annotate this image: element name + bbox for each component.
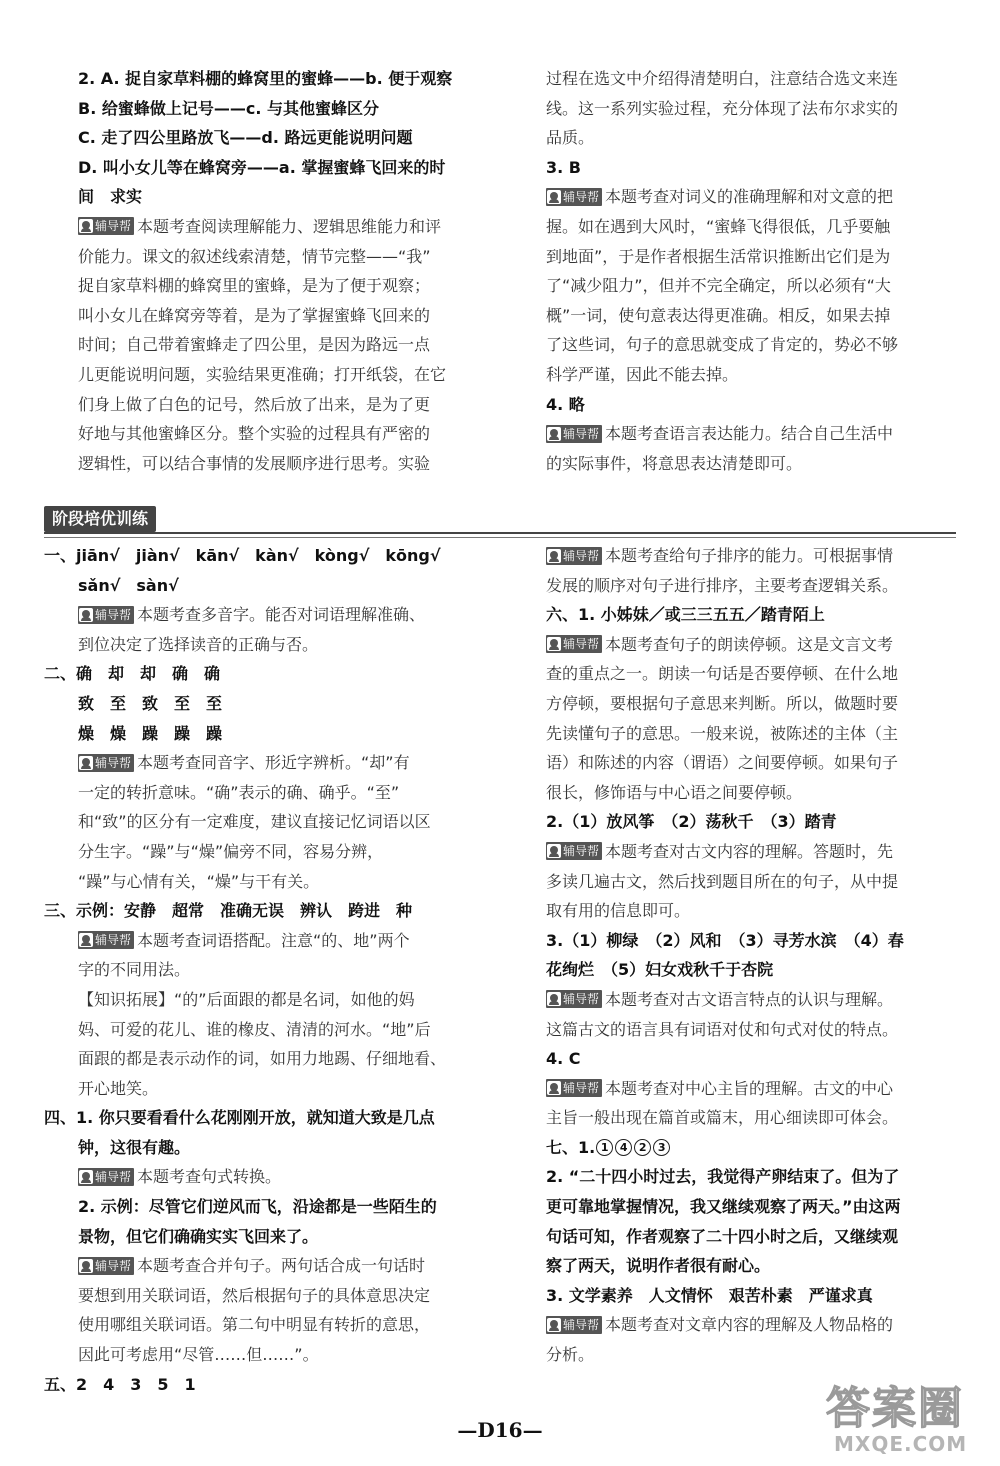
line-text: 【知识拓展】“的”后面跟的都是名词，如他的妈 — [78, 989, 415, 1009]
text-line — [44, 807, 492, 837]
line-text: 面跟的都是表示动作的词，如用力地踢、仔细地看、 — [78, 1049, 447, 1069]
text-line — [546, 1103, 956, 1133]
tutor-icon — [79, 756, 93, 770]
line-text: 了“减少阻力”，但并不完全确定，所以必须有“大 — [546, 276, 891, 296]
text-line — [546, 153, 956, 183]
text-line — [78, 390, 488, 420]
text-line — [44, 896, 492, 926]
line-text: jiān√ jiàn√ kān√ kàn√ kòng√ kōng√ — [76, 546, 441, 565]
tutor-icon — [547, 549, 561, 563]
line-text: 开心地笑。 — [78, 1078, 159, 1098]
question-number: 五、 — [44, 1374, 77, 1394]
tutor-icon — [547, 637, 561, 651]
question-number: 二、 — [44, 664, 77, 684]
text-line — [44, 1192, 492, 1222]
text-line — [546, 212, 956, 242]
text-line — [44, 778, 492, 808]
text-line — [546, 985, 956, 1015]
line-text: 们身上做了白色的记号，然后放了出来，是为了更 — [78, 394, 431, 414]
text-line — [44, 1015, 492, 1045]
text-line — [44, 1103, 492, 1133]
line-text: C. 走了四公里路放飞——d. 路远更能说明问题 — [78, 128, 413, 148]
watermark-site: MXQE.COM — [834, 1432, 968, 1456]
line-text: 本题考查对文章内容的理解及人物品格的 — [605, 1315, 894, 1335]
line-text: 到地面”，于是作者根据生活常识推断出它们是为 — [546, 246, 891, 266]
line-text: 好地与其他蜜蜂区分。整个实验的过程具有严密的 — [78, 424, 431, 444]
text-line — [546, 123, 956, 153]
line-text: 3. B — [546, 157, 581, 177]
text-line — [78, 330, 488, 360]
text-line — [546, 1340, 956, 1370]
helper-badge — [78, 1257, 134, 1275]
tutor-icon — [547, 1318, 561, 1332]
question-number: 三、 — [44, 901, 77, 921]
text-line — [546, 1015, 956, 1045]
text-line — [546, 719, 956, 749]
text-line — [546, 1044, 956, 1074]
text-line — [78, 271, 488, 301]
text-line — [546, 1074, 956, 1104]
question-number: 四、 — [44, 1108, 77, 1128]
tutor-icon — [547, 1081, 561, 1095]
text-line — [546, 807, 956, 837]
tutor-icon — [79, 219, 93, 233]
line-text: 本题考查句子的朗读停顿。这是文言文考 — [605, 634, 894, 654]
text-line — [546, 778, 956, 808]
helper-label: 辅导帮 — [563, 189, 600, 204]
line-text: 使用哪组关联词语。第二句中明显有转折的意思， — [78, 1315, 431, 1335]
circled-number: 3 — [653, 1139, 670, 1156]
text-line — [78, 419, 488, 449]
text-line — [546, 1251, 956, 1281]
text-line — [78, 94, 488, 124]
text-line — [44, 630, 492, 660]
helper-badge — [546, 990, 602, 1008]
text-line — [546, 600, 956, 630]
line-text: “躁”与心情有关，“燥”与干有关。 — [78, 871, 320, 891]
helper-badge — [78, 931, 134, 949]
line-text: 方停顿，要根据句子意思来判断。所以，做题时要 — [546, 693, 899, 713]
text-line — [546, 330, 956, 360]
helper-badge — [546, 547, 602, 565]
line-text: 1. 你只要看看什么花刚刚开放，就知道大致是几点 — [76, 1108, 435, 1128]
line-text: 捉自家草料棚的蜂窝里的蜜蜂，是为了便于观察； — [78, 276, 431, 296]
helper-label: 辅导帮 — [95, 219, 132, 234]
text-line — [44, 1162, 492, 1192]
section-header — [44, 506, 956, 534]
line-text: 这篇古文的语言具有词语对仗和句式对仗的特点。 — [546, 1019, 899, 1039]
line-text: 本题考查合并句子。两句话合成一句话时 — [137, 1256, 426, 1276]
line-text: 本题考查词语搭配。注意“的、地”两个 — [137, 930, 410, 950]
line-text: 本题考查对古文内容的理解。答题时，先 — [605, 841, 894, 861]
line-text: 时间；自己带着蜜蜂走了四公里，是因为路远一点 — [78, 335, 431, 355]
question-number: 七、 — [546, 1137, 579, 1157]
line-text: 1. 小姊妹／或三三五五／踏青陌上 — [578, 605, 825, 625]
line-text: 和“致”的区分有一定难度，建议直接记忆词语以区 — [78, 812, 431, 832]
line-text: 因此可考虑用“尽管……但……”。 — [78, 1345, 319, 1365]
helper-badge — [546, 1079, 602, 1097]
line-text: 2. A. 捉自家草料棚的蜂窝里的蜜蜂——b. 便于观察 — [78, 69, 453, 88]
text-line — [546, 630, 956, 660]
line-text: 的实际事件，将意思表达清楚即可。 — [546, 453, 803, 473]
text-line — [546, 926, 956, 956]
line-text: 花绚烂 （5）妇女戏秋千于杏院 — [546, 960, 774, 980]
line-text: 握。如在遇到大风时，“蜜蜂飞得很低，几乎要触 — [546, 216, 891, 236]
tutor-icon — [547, 190, 561, 204]
text-line — [546, 94, 956, 124]
text-line — [546, 1222, 956, 1252]
text-line — [44, 541, 492, 571]
line-text: 2 4 3 5 1 — [76, 1374, 196, 1394]
text-line — [44, 985, 492, 1015]
line-text: 到位决定了选择读音的正确与否。 — [78, 634, 319, 654]
text-line — [44, 1310, 492, 1340]
section-title: 阶段培优训练 — [44, 506, 156, 532]
text-line — [546, 1133, 956, 1163]
text-line — [546, 419, 956, 449]
circled-number: 2 — [634, 1139, 651, 1156]
line-text: sǎn√ sàn√ — [78, 575, 179, 595]
line-text: 句话可知，作者观察了二十四小时之后，又继续观 — [546, 1226, 899, 1246]
line-text: 2.（1）放风筝 （2）荡秋千 （3）踏青 — [546, 812, 837, 832]
line-text: 过程在选文中介绍得清楚明白，注意结合选文来连 — [546, 69, 899, 88]
line-text: 很长，修饰语与中心语之间要停顿。 — [546, 782, 803, 802]
line-text: 本题考查多音字。能否对词语理解准确、 — [137, 605, 426, 625]
text-line — [44, 1133, 492, 1163]
helper-badge — [546, 425, 602, 443]
line-text: 多读几遍古文，然后找到题目所在的句子，从中提 — [546, 871, 899, 891]
line-text: 确 却 却 确 确 — [76, 664, 221, 684]
helper-badge — [78, 606, 134, 624]
line-text: 查的重点之一。朗读一句话是否要停顿、在什么地 — [546, 664, 899, 684]
helper-label: 辅导帮 — [95, 933, 132, 948]
line-text: 品质。 — [546, 128, 595, 148]
text-line — [546, 182, 956, 212]
line-text: 儿更能说明问题，实验结果更准确；打开纸袋，在它 — [78, 364, 447, 384]
text-line — [78, 301, 488, 331]
line-text: 本题考查对词义的准确理解和对文意的把 — [605, 187, 894, 207]
helper-badge — [546, 188, 602, 206]
line-text: 语）和陈述的内容（谓语）之间要停顿。如果句子 — [546, 753, 899, 773]
text-line — [44, 1074, 492, 1104]
section-rule — [44, 532, 956, 534]
line-text: 取有用的信息即可。 — [546, 901, 691, 921]
text-line — [546, 1281, 956, 1311]
text-line — [546, 390, 956, 420]
line-text: 分生字。“躁”与“燥”偏旁不同，容易分辨， — [78, 841, 384, 861]
line-text: 3.（1）柳绿 （2）风和 （3）寻芳水滨 （4）春 — [546, 930, 904, 950]
text-line — [546, 360, 956, 390]
line-text: 逻辑性，可以结合事情的发展顺序进行思考。实验 — [78, 453, 431, 473]
tutor-icon — [79, 1259, 93, 1273]
line-text: 分析。 — [546, 1345, 595, 1365]
line-text: 科学严谨，因此不能去掉。 — [546, 364, 739, 384]
watermark — [826, 1372, 996, 1462]
line-text: 2. “二十四小时过去，我觉得产卵结束了。但为了 — [546, 1167, 900, 1187]
line-text: 景物，但它们确确实实飞回来了。 — [78, 1226, 319, 1246]
text-line — [78, 64, 488, 94]
line-text: 间 求实 — [78, 187, 143, 207]
helper-badge — [78, 217, 134, 235]
bottom-right-column — [546, 541, 956, 1370]
text-line — [78, 212, 488, 242]
text-line — [78, 123, 488, 153]
line-text: 燥 燥 躁 躁 躁 — [78, 723, 223, 743]
text-line — [546, 541, 956, 571]
text-line — [44, 1222, 492, 1252]
page-number: —D16— — [457, 1418, 543, 1442]
helper-label: 辅导帮 — [563, 426, 600, 441]
text-line — [546, 1162, 956, 1192]
text-line — [44, 748, 492, 778]
section-rule-thin — [44, 537, 956, 538]
text-line — [44, 689, 492, 719]
line-text: 致 至 致 至 至 — [78, 693, 223, 713]
tutor-icon — [79, 1170, 93, 1184]
line-text: 概”一词，使句意表达得更准确。相反，如果去掉 — [546, 305, 891, 325]
line-text: 本题考查阅读理解能力、逻辑思维能力和评 — [137, 216, 442, 236]
text-line — [44, 1044, 492, 1074]
line-text: 2. 示例：尽管它们逆风而飞，沿途都是一些陌生的 — [78, 1197, 437, 1217]
line-text: 主旨一般出现在篇首或篇末，用心细读即可体会。 — [546, 1108, 899, 1128]
line-text: 先读懂句子的意思。一般来说，被陈述的主体（主 — [546, 723, 899, 743]
bottom-left-column — [44, 541, 492, 1399]
helper-label: 辅导帮 — [95, 755, 132, 770]
line-text: 本题考查语言表达能力。结合自己生活中 — [605, 424, 894, 444]
text-line — [44, 837, 492, 867]
top-right-column — [546, 64, 956, 478]
text-line — [78, 360, 488, 390]
helper-label: 辅导帮 — [563, 992, 600, 1007]
text-line — [44, 1251, 492, 1281]
question-number: 六、 — [546, 605, 579, 625]
text-line — [44, 600, 492, 630]
text-line — [44, 1370, 492, 1400]
helper-label: 辅导帮 — [563, 1081, 600, 1096]
text-line — [44, 571, 492, 601]
line-text: 本题考查对中心主旨的理解。古文的中心 — [605, 1078, 894, 1098]
line-text: 妈、可爱的花儿、谁的橡皮、清清的河水。“地”后 — [78, 1019, 431, 1039]
line-text: 本题考查同音字、形近字辨析。“却”有 — [137, 753, 410, 773]
tutor-icon — [547, 844, 561, 858]
tutor-icon — [79, 933, 93, 947]
text-line — [78, 449, 488, 479]
text-line — [78, 182, 488, 212]
helper-badge — [78, 1168, 134, 1186]
line-text: 发展的顺序对句子进行排序，主要考查逻辑关系。 — [546, 575, 899, 595]
text-line — [546, 242, 956, 272]
helper-badge — [546, 635, 602, 653]
line-text: 本题考查句式转换。 — [137, 1167, 282, 1187]
text-line — [546, 301, 956, 331]
circled-number: 4 — [615, 1139, 632, 1156]
helper-badge — [546, 842, 602, 860]
line-text: 字的不同用法。 — [78, 960, 191, 980]
text-line — [44, 659, 492, 689]
text-line — [546, 837, 956, 867]
text-line — [546, 896, 956, 926]
top-left-column — [78, 64, 488, 478]
line-text: 了这些词，句子的意思就变成了肯定的，势必不够 — [546, 335, 899, 355]
line-text: 叫小女儿在蜂窝旁等着，是为了掌握蜜蜂飞回来的 — [78, 305, 431, 325]
line-text: 更可靠地掌握情况，我又继续观察了两天。”由这两 — [546, 1197, 901, 1217]
line-text: 示例：安静 超常 准确无误 辨认 跨进 种 — [76, 901, 413, 921]
helper-badge — [546, 1316, 602, 1334]
text-line — [546, 64, 956, 94]
line-text: 1. — [578, 1137, 596, 1157]
text-line — [44, 1281, 492, 1311]
line-text: D. 叫小女儿等在蜂窝旁——a. 掌握蜜蜂飞回来的时 — [78, 157, 446, 177]
line-text: B. 给蜜蜂做上记号——c. 与其他蜜蜂区分 — [78, 98, 379, 118]
line-text: 一定的转折意味。“确”表示的确、确乎。“至” — [78, 782, 400, 802]
line-text: 价能力。课文的叙述线索清楚，情节完整——“我” — [78, 246, 431, 266]
text-line — [546, 955, 956, 985]
tutor-icon — [79, 608, 93, 622]
text-line — [546, 689, 956, 719]
watermark-logo: 答案圈 — [826, 1383, 964, 1434]
line-text: 要想到用关联词语，然后根据句子的具体意思决定 — [78, 1285, 431, 1305]
text-line — [44, 926, 492, 956]
helper-badge — [78, 754, 134, 772]
text-line — [78, 242, 488, 272]
text-line — [44, 719, 492, 749]
text-line — [546, 748, 956, 778]
line-text: 4. C — [546, 1049, 581, 1069]
tutor-icon — [547, 427, 561, 441]
tutor-icon — [547, 992, 561, 1006]
line-text: 察了两天，说明作者很有耐心。 — [546, 1256, 771, 1276]
text-line — [44, 1340, 492, 1370]
helper-label: 辅导帮 — [563, 844, 600, 859]
question-number: 一、 — [44, 546, 77, 565]
helper-label: 辅导帮 — [95, 1169, 132, 1184]
text-line — [546, 659, 956, 689]
text-line — [546, 1192, 956, 1222]
text-line — [44, 867, 492, 897]
line-text: 本题考查对古文语言特点的认识与理解。 — [605, 989, 894, 1009]
text-line — [546, 867, 956, 897]
helper-label: 辅导帮 — [95, 1258, 132, 1273]
line-text: 线。这一系列实验过程，充分体现了法布尔求实的 — [546, 98, 899, 118]
line-text: 3. 文学素养 人文情怀 艰苦朴素 严谨求真 — [546, 1285, 873, 1305]
text-line — [78, 153, 488, 183]
text-line — [44, 955, 492, 985]
helper-label: 辅导帮 — [563, 548, 600, 563]
line-text: 钟，这很有趣。 — [78, 1137, 191, 1157]
circled-number: 1 — [596, 1139, 613, 1156]
text-line — [546, 271, 956, 301]
helper-label: 辅导帮 — [563, 637, 600, 652]
text-line — [546, 571, 956, 601]
helper-label: 辅导帮 — [563, 1317, 600, 1332]
line-text: 4. 略 — [546, 394, 585, 414]
line-text: 本题考查给句子排序的能力。可根据事情 — [605, 546, 894, 565]
helper-label: 辅导帮 — [95, 607, 132, 622]
text-line — [546, 449, 956, 479]
text-line — [546, 1310, 956, 1340]
